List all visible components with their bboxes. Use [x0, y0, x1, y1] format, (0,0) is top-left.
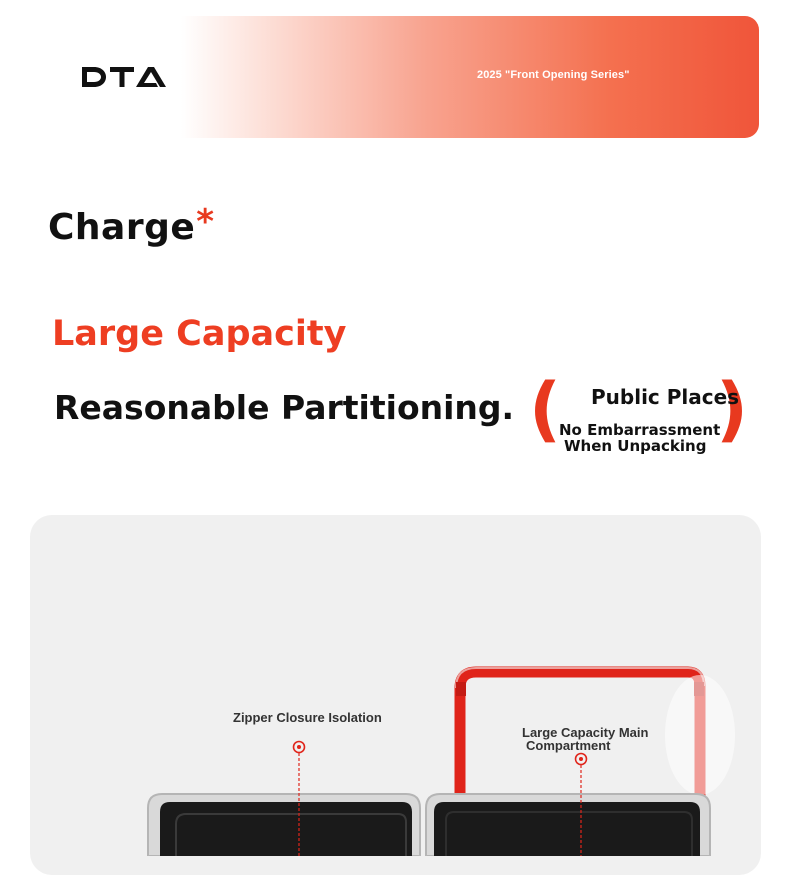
when-unpacking-text: When Unpacking — [564, 437, 707, 455]
large-capacity-title: Large Capacity — [52, 314, 347, 354]
left-paren-decoration: ( — [529, 368, 561, 450]
main-compartment-label-line1: Large Capacity Main — [522, 725, 649, 740]
zipper-callout-label: Zipper Closure Isolation — [233, 710, 382, 725]
main-compartment-label-line2: Compartment — [526, 738, 611, 753]
public-places-text: Public Places — [591, 385, 740, 409]
charge-text: Charge — [48, 207, 196, 248]
partitioning-title: Reasonable Partitioning. — [54, 388, 515, 427]
right-paren-decoration: ) — [716, 368, 748, 450]
series-label: 2025 "Front Opening Series" — [477, 69, 630, 81]
no-embarrassment-text: No Embarrassment — [559, 421, 721, 439]
charge-asterisk: * — [196, 202, 215, 242]
